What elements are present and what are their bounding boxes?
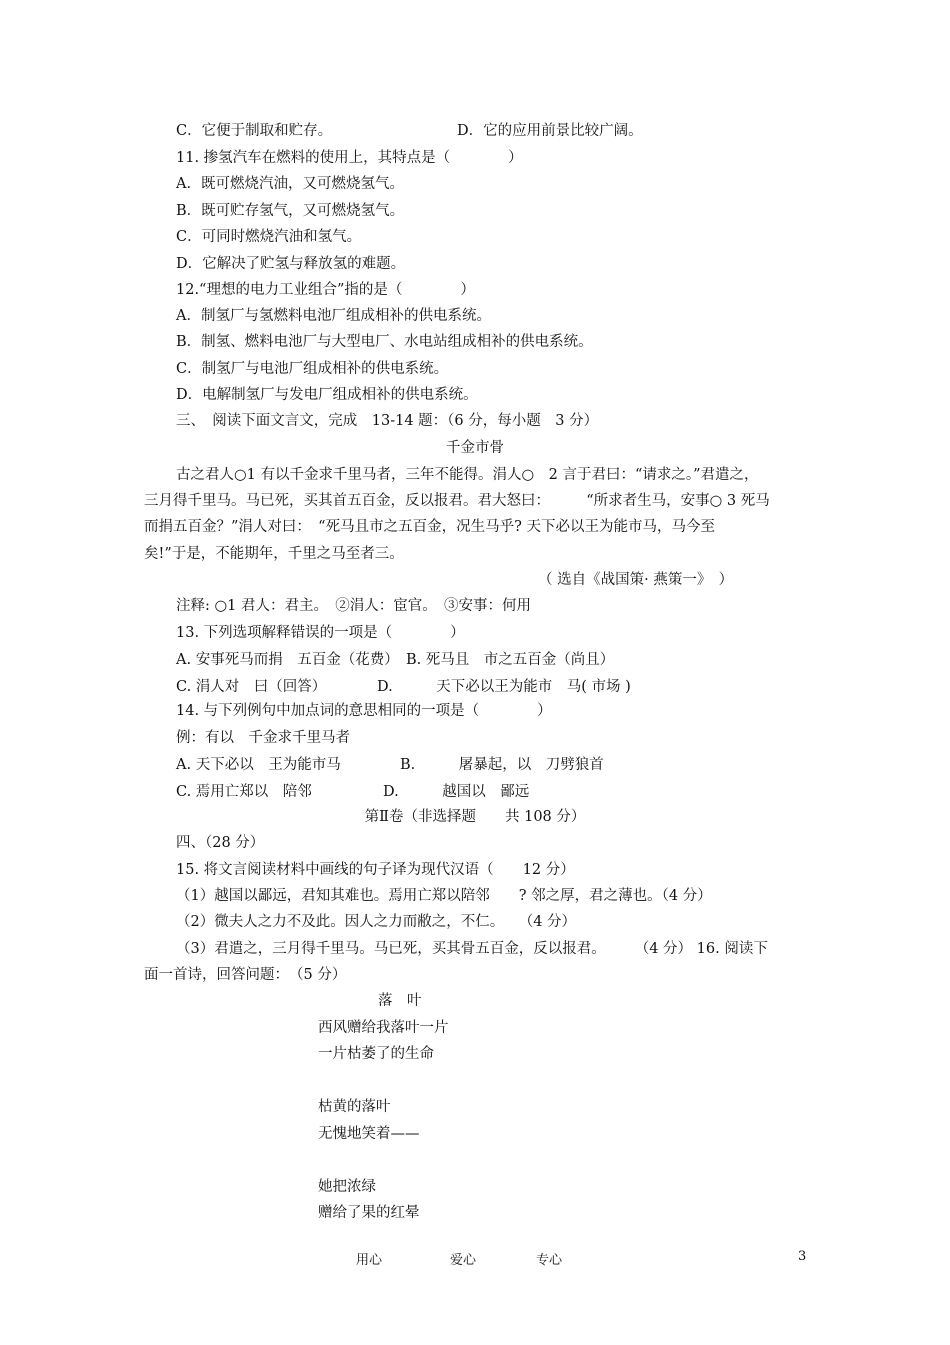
poem-line: 她把浓绿 [318,1179,376,1195]
footer-item: 爱心 [450,1253,477,1268]
question-13: 13. 下列选项解释错误的一项是（ ） [176,625,465,641]
page-number: 3 [798,1249,807,1264]
option-b-q12: B．制氢、燃料电池厂与大型电厂、水电站组成相补的供电系统。 [176,334,593,350]
option-a-q11: A．既可燃烧汽油，又可燃烧氢气。 [176,176,404,192]
options-cd-q13: C. 涓人对 曰（回答） D. 天下必以王为能市 马( 市场 ) [176,679,631,695]
options-ab-q13: A. 安事死马而捐 五百金（花费） B. 死马且 市之五百金（尚且） [176,652,615,668]
option-d-q10: D．它的应用前景比较广阔。 [457,123,643,139]
poem-line: 西风赠给我落叶一片 [318,1020,449,1036]
poem-line: 无愧地笑着—— [318,1126,420,1142]
section-4-heading: 四、（28 分） [176,835,265,851]
poem-line: 一片枯萎了的生命 [318,1046,434,1062]
option-b-q11: B．既可贮存氢气，又可燃烧氢气。 [176,203,405,219]
passage-source: （ 选自《战国策· 燕策一》 ） [538,572,734,588]
passage-title: 千金市骨 [446,440,504,456]
passage-line: 矣!”于是，不能期年，千里之马至者三。 [144,546,404,562]
question-11: 11. 掺氢汽车在燃料的使用上，其特点是（ ） [176,150,523,166]
q15-item-2: （2）微夫人之力不及此。因人之力而敝之，不仁。 （4 分） [176,914,577,930]
question-16-cont: 面一首诗，回答问题： （5 分） [144,967,347,983]
question-12: 12.“理想的电力工业组合”指的是（ ） [176,282,475,298]
option-d-q11: D．它解决了贮氢与释放氢的难题。 [176,256,406,272]
option-c-q10: C．它便于制取和贮存。 [176,123,333,139]
option-a-q12: A．制氢厂与氢燃料电池厂组成相补的供电系统。 [176,308,491,324]
question-14: 14. 与下列例句中加点词的意思相同的一项是（ ） [176,703,552,719]
option-a-q14: A. 天下必以 王为能市马 [176,757,341,773]
question-15: 15. 将文言阅读材料中画线的句子译为现代汉语（ 12 分） [176,862,575,878]
passage-line: 而捐五百金？”涓人对曰： “死马且市之五百金，况生马乎? 天下必以王为能市马，马今至 [144,519,715,535]
passage-line: 三月得千里马。马已死，买其首五百金，反以报君。君大怒曰： “所求者生马，安事○ 3 死马 [144,493,770,509]
q15-item-1: （1）越国以鄙远，君知其难也。焉用亡郑以陪邻 ? 邻之厚，君之薄也。（4 分） [176,888,712,904]
poem-title: 落 叶 [378,993,422,1009]
passage-line: 古之君人○1 有以千金求千里马者，三年不能得。涓人○ 2 言于君曰：“请求之。”君遣之， [176,467,759,483]
annotations: 注释: ○1 君人：君主。 ②涓人：宦官。 ③安事：何用 [176,598,531,614]
footer-item: 专心 [536,1253,563,1268]
q15-item-3: （3）君遣之，三月得千里马。马已死，买其骨五百金，反以报君。 （4 分） 16. 阅读下 [176,941,768,957]
option-d-q12: D．电解制氢厂与发电厂组成相补的供电系统。 [176,387,478,403]
option-b-q14: B. 屠暴起，以 刀劈狼首 [400,757,604,773]
option-d-q14: D. 越国以 鄙远 [383,784,530,800]
footer-item: 用心 [356,1253,383,1268]
option-c-q11: C．可同时燃烧汽油和氢气。 [176,229,362,245]
example-q14: 例：有以 千金求千里马者 [176,730,350,746]
option-c-q14: C. 焉用亡郑以 陪邻 [176,784,312,800]
option-c-q12: C．制氢厂与电池厂组成相补的供电系统。 [176,361,449,377]
poem-line: 枯黄的落叶 [318,1099,391,1115]
part-2-heading: 第Ⅱ卷（非选择题 共 108 分） [364,809,586,825]
poem-line: 赠给了果的红晕 [318,1205,420,1221]
section-3-heading: 三、 阅读下面文言文，完成 13-14 题：（6 分，每小题 3 分） [176,413,599,429]
